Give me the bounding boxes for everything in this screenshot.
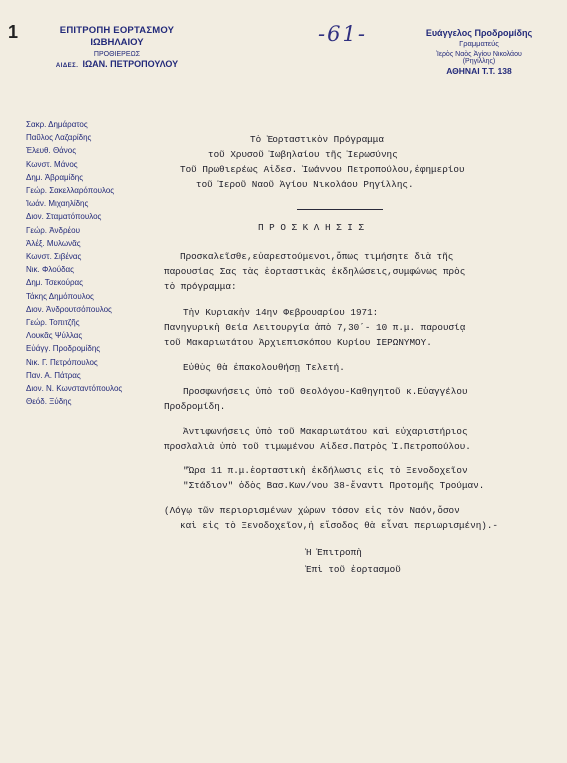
committee-member: Γεώρ. Ἀνδρέου [26,225,80,235]
committee-member: Τάκης Δημόπουλος [26,291,94,301]
letterhead-jubilee: ΙΩΒΗΛΑΙΟΥ [90,37,144,48]
divider-rule [297,209,383,210]
paragraph-line: προσλαλιὰ ὑπὸ τοῦ τιμωμένου Αἰδεσ.Πατρὸς Ἰ.Πετροπούλου. [164,441,471,452]
invitation-heading: Π Ρ Ο Σ Κ Λ Η Σ Ι Σ [258,222,365,233]
committee-member: Παῦλος Λαζαρίδης [26,133,92,143]
committee-member: Ἰωάν. Μιχαηλίδης [26,199,89,209]
committee-member: Εὐάγγ. Προδρομίδης [26,344,101,354]
signature-line: Ἡ Ἐπιτροπὴ [306,547,362,558]
letterhead-honoree-prefix: ΑΙΔΕΣ. [55,63,79,69]
paragraph-line: παρουσίας Σας τὰς ἑορταστικὰς ἐκδηλώσεις,συμφώνως πρὸς [164,266,466,277]
committee-member: Θεόδ. Ξύδης [26,397,72,407]
program-title-line: Τὸ Ἑορταστικὸν Πρόγραμμα [250,134,384,145]
postal-city: ΑΘΗΝΑΙ Τ.Τ. 138 [446,66,512,76]
committee-member: Διον. Σταματόπουλος [26,212,102,222]
paragraph-line: τοῦ Μακαριωτάτου Ἀρχιεπισκόπου Κυρίου ΙΕΡΩΝΥΜΟΥ. [164,337,432,348]
paragraph-line: Προσφωνήσεις ὑπὸ τοῦ Θεολόγου-Καθηγητοῦ κ.Εὐαγγέλου [183,386,468,397]
note-line: καὶ εἰς τὸ Ξενοδοχεῖον,ἡ εἴσοδος θὰ εἶναι περιωρισμένη).- [180,520,499,531]
committee-member: Νικ. Γ. Πετρόπουλος [26,357,98,367]
program-title-line: τοῦ Χρυσοῦ Ἰωβηλαίου τῆς Ἱερωσύνης [208,149,398,160]
secretary-name: Ευάγγελος Προδρομίδης [425,28,533,38]
paragraph-line: Προδρομίδη. [164,401,226,412]
committee-member: Γεώρ. Τοπιτζῆς [26,318,80,328]
church-address: Ἱερὸς Ναὸς Ἁγίου Νικολάου [436,51,522,58]
paragraph-line: "Ὥρα 11 π.μ.ἑορταστικὴ ἐκδήλωσις εἰς τὸ Ξενοδοχεῖον [183,465,468,476]
paragraph-line: Ἀντιφωνήσεις ὑπὸ τοῦ Μακαριωτάτου καὶ εὐχαριστήριος [183,426,468,437]
committee-member: Ἐλευθ. Θάνος [26,146,77,156]
program-title-line: Τοῦ Πρωθιερέως Αἰδεσ. Ἰωάννου Πετροπούλου,ἐφημερίου [180,164,465,175]
committee-member: Δημ. Τσεκούρας [26,278,83,288]
committee-member: Διον. Ν. Κωνσταντόπουλος [26,384,123,394]
program-title-line: τοῦ Ἱεροῦ Ναοῦ Ἁγίου Νικολάου Ρηγίλλης. [196,179,414,190]
letterhead-honoree-name: ΙΩΑΝ. ΠΕΤΡΟΠΟΥΛΟΥ [82,59,179,69]
committee-member: Διον. Ἀνδρουτσόπουλος [26,304,112,314]
committee-member: Νικ. Φλούδας [26,265,75,275]
handwritten-page-number: -61- [318,22,367,46]
margin-mark: 1 [8,22,19,42]
committee-member: Σακρ. Δημάρατος [26,120,88,129]
committee-member: Δημ. Ἀβραμίδης [26,172,84,182]
letterhead-committee-title: ΕΠΙΤΡΟΠΗ ΕΟΡΤΑΣΜΟΥ [59,25,175,36]
committee-member: Κωνστ. Μάνος [26,159,78,169]
paragraph-line: Εὐθὺς θὰ ἐπακολουθήσῃ Τελετή. [183,362,345,373]
note-line: (Λόγῳ τῶν περιορισμένων χώρων τόσον εἰς τὸν Ναόν,ὅσον [164,505,460,516]
paragraph-line: τὸ πρόγραμμα: [164,281,237,292]
event-date-line: Τὴν Κυριακὴν 14ην Φεβρουαρίου 1971: [183,307,379,318]
paragraph-line: "Στάδιον" ὁδὸς Βασ.Κων/νου 38-ἔναντι Προτομῆς Τρούμαν. [183,480,485,491]
letterhead-protopresbyter: ΠΡΟΘΙΕΡΕΩΣ [93,51,141,58]
committee-member: Λουκᾶς Ψύλλας [26,331,83,341]
signature-line: Ἐπὶ τοῦ ἑορτασμοῦ [306,564,401,575]
committee-member: Γεώρ. Σακελλαρόπουλος [26,186,115,196]
church-address-district: (Ρηγίλλης) [462,58,496,65]
secretary-role: Γραμματεύς [459,39,499,48]
committee-member: Παν. Α. Πάτρας [26,370,81,380]
committee-member: Κωνστ. Σιβένας [26,252,82,262]
paragraph-line: Προσκαλεῖσθε,εὐαρεστούμενοι,ὅπως τιμήσητε διὰ τῆς [180,251,454,262]
committee-member: Ἀλέξ. Μυλωνᾶς [26,238,81,248]
paragraph-line: Πανηγυρικὴ Θεία Λειτουργία ἀπὸ 7,30΄- 10 π.μ. παρουσίᾳ [164,322,466,333]
